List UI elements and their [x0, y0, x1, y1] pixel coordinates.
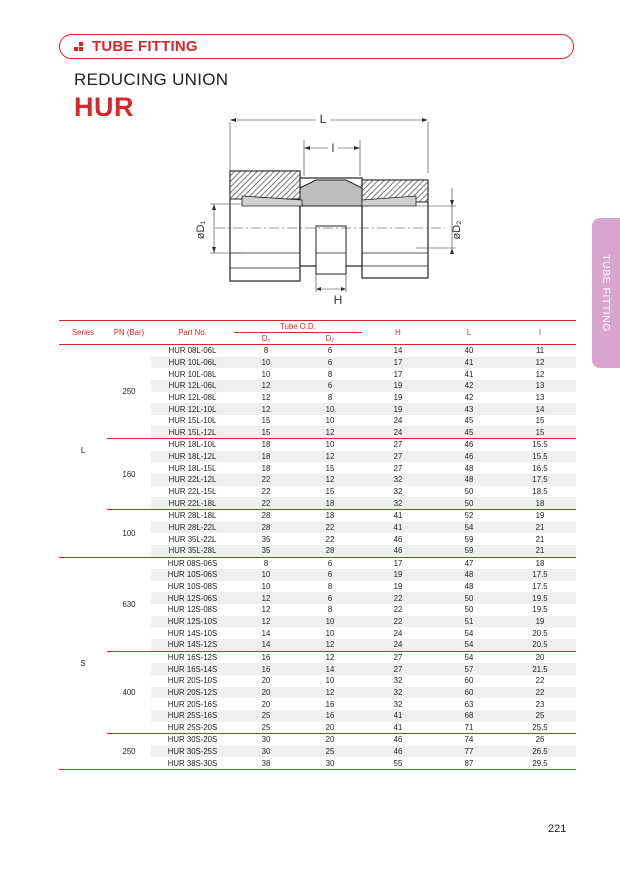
- l-cell: 17.5: [532, 582, 548, 592]
- d1-cell: 20: [261, 676, 271, 686]
- h-cell: 46: [362, 545, 434, 557]
- dim-L-label: L: [319, 112, 327, 126]
- l-cell: 26: [504, 734, 576, 746]
- header-L: L: [466, 328, 472, 337]
- h-cell: 17: [393, 369, 403, 379]
- part-no-cell: HUR 15L-12L: [151, 426, 234, 438]
- part-no-cell: HUR 12L-08L: [168, 392, 217, 402]
- h-cell: 17: [362, 357, 434, 369]
- h-cell: 46: [362, 746, 434, 758]
- table-body: [59, 345, 576, 770]
- l-cell: 19.5: [532, 605, 548, 615]
- h-cell: 46: [362, 734, 434, 746]
- L-cell: 47: [434, 557, 504, 569]
- pn-cell: 100: [107, 509, 151, 557]
- h-cell: 27: [362, 451, 434, 463]
- d2-cell: 6: [298, 380, 362, 392]
- part-no-cell: HUR 22L-18L: [151, 497, 234, 509]
- table-row: [59, 345, 576, 357]
- d2-cell: 10: [325, 676, 335, 686]
- l-cell: 20.5: [532, 628, 548, 638]
- part-no-cell: HUR 22L-15L: [168, 487, 217, 496]
- l-cell: 17.5: [504, 474, 576, 486]
- L-cell: 40: [464, 346, 474, 356]
- series-cell: L: [59, 345, 107, 558]
- l-cell: 14: [504, 403, 576, 415]
- d1-cell: 12: [261, 392, 271, 402]
- d2-cell: 28: [298, 545, 362, 557]
- d1-cell: 38: [234, 757, 298, 769]
- L-cell: 48: [434, 474, 504, 486]
- d2-cell: 12: [298, 639, 362, 651]
- d1-cell: 14: [261, 628, 271, 638]
- d2-cell: 15: [325, 463, 335, 473]
- L-cell: 42: [434, 380, 504, 392]
- l-cell: 15.5: [504, 451, 576, 463]
- l-cell: 22: [535, 676, 545, 686]
- d2-cell: 6: [298, 592, 362, 604]
- L-cell: 63: [464, 699, 474, 709]
- L-cell: 87: [434, 757, 504, 769]
- table-row: [59, 439, 576, 451]
- L-cell: 54: [434, 651, 504, 663]
- d2-cell: 10: [325, 416, 335, 426]
- part-no-cell: HUR 10S-06S: [151, 569, 234, 581]
- part-no-cell: HUR 28L-22L: [151, 522, 234, 534]
- h-cell: 19: [362, 380, 434, 392]
- l-cell: 26.5: [504, 746, 576, 758]
- L-cell: 50: [464, 487, 474, 496]
- d1-cell: 10: [234, 357, 298, 369]
- d1-cell: 10: [234, 569, 298, 581]
- section-title: TUBE FITTING: [92, 38, 198, 55]
- d1-cell: 12: [234, 592, 298, 604]
- l-cell: 16.5: [532, 463, 548, 473]
- part-no-cell: HUR 12S-10S: [151, 616, 234, 628]
- table-row: [59, 734, 576, 746]
- h-cell: 27: [362, 651, 434, 663]
- h-cell: 27: [362, 439, 434, 451]
- h-cell: 41: [362, 522, 434, 534]
- d1-cell: 25: [261, 722, 271, 732]
- d1-cell: 28: [234, 509, 298, 521]
- d2-cell: 25: [298, 746, 362, 758]
- l-cell: 19: [504, 616, 576, 628]
- d2-cell: 16: [298, 710, 362, 722]
- d2-cell: 30: [298, 757, 362, 769]
- d2-cell: 10: [298, 403, 362, 415]
- part-no-cell: HUR 12L-06L: [151, 380, 234, 392]
- d1-cell: 22: [234, 497, 298, 509]
- series-cell: S: [59, 557, 107, 770]
- l-cell: 19: [504, 509, 576, 521]
- d1-cell: 10: [261, 369, 271, 379]
- d1-cell: 30: [234, 734, 298, 746]
- l-cell: 18: [504, 557, 576, 569]
- l-cell: 13: [535, 392, 545, 402]
- l-cell: 21: [504, 545, 576, 557]
- part-no-cell: HUR 20S-10S: [167, 676, 218, 686]
- header-d1: D₁: [234, 333, 298, 345]
- d1-cell: 16: [234, 651, 298, 663]
- d2-cell: 10: [298, 616, 362, 628]
- d1-cell: 14: [234, 639, 298, 651]
- d1-cell: 18: [261, 463, 271, 473]
- h-cell: 27: [393, 463, 403, 473]
- part-no-cell: HUR 10L-06L: [151, 357, 234, 369]
- d2-cell: 6: [327, 346, 333, 356]
- L-cell: 48: [434, 569, 504, 581]
- part-no-cell: HUR 15L-10L: [168, 416, 217, 426]
- h-cell: 17: [362, 557, 434, 569]
- part-no-cell: HUR 08S-06S: [151, 557, 234, 569]
- section-banner: [59, 34, 574, 59]
- l-cell: 18: [504, 497, 576, 509]
- page-number: 221: [548, 823, 567, 835]
- L-cell: 54: [464, 628, 474, 638]
- l-cell: 20: [504, 651, 576, 663]
- d2-cell: 22: [298, 522, 362, 534]
- h-cell: 32: [393, 699, 403, 709]
- d1-cell: 35: [234, 545, 298, 557]
- d2-cell: 12: [298, 451, 362, 463]
- h-cell: 19: [362, 569, 434, 581]
- side-tab[interactable]: [592, 218, 620, 368]
- d2-cell: 14: [298, 663, 362, 675]
- d2-cell: 18: [298, 497, 362, 509]
- pn-cell: 160: [107, 439, 151, 510]
- h-cell: 41: [362, 509, 434, 521]
- h-cell: 24: [393, 628, 403, 638]
- pn-cell: 250: [107, 345, 151, 439]
- d1-cell: 12: [261, 605, 271, 615]
- d2-cell: 22: [325, 534, 335, 544]
- pn-cell: 630: [107, 557, 151, 651]
- squares-icon: [74, 42, 86, 52]
- h-cell: 46: [393, 534, 403, 544]
- d1-cell: 22: [234, 474, 298, 486]
- l-cell: 15: [504, 426, 576, 438]
- dim-D1-label: øD₁: [195, 220, 207, 240]
- d2-cell: 12: [298, 474, 362, 486]
- header-l: l: [539, 328, 541, 337]
- l-cell: 12: [504, 357, 576, 369]
- part-no-cell: HUR 14S-12S: [151, 639, 234, 651]
- d2-cell: 8: [327, 605, 333, 615]
- d1-cell: 18: [234, 451, 298, 463]
- d1-cell: 12: [234, 616, 298, 628]
- header-h: H: [395, 328, 401, 337]
- h-cell: 24: [362, 639, 434, 651]
- d1-cell: 18: [234, 439, 298, 451]
- d1-cell: 15: [261, 416, 271, 426]
- h-cell: 24: [362, 426, 434, 438]
- l-cell: 23: [535, 699, 545, 709]
- table-row: [59, 651, 576, 663]
- part-no-cell: HUR 20S-16S: [167, 699, 218, 709]
- L-cell: 50: [434, 592, 504, 604]
- part-no-cell: HUR 30S-25S: [151, 746, 234, 758]
- d1-cell: 25: [234, 710, 298, 722]
- part-no-cell: HUR 35L-22L: [168, 534, 217, 544]
- L-cell: 45: [434, 426, 504, 438]
- part-no-cell: HUR 30S-20S: [151, 734, 234, 746]
- L-cell: 57: [434, 663, 504, 675]
- dimension-table: [59, 320, 576, 770]
- d2-cell: 12: [298, 687, 362, 699]
- d2-cell: 12: [298, 651, 362, 663]
- d1-cell: 16: [234, 663, 298, 675]
- part-no-cell: HUR 10S-08S: [167, 582, 218, 592]
- h-cell: 22: [362, 592, 434, 604]
- part-no-cell: HUR 12L-10L: [151, 403, 234, 415]
- h-cell: 32: [362, 497, 434, 509]
- L-cell: 42: [464, 392, 474, 402]
- pn-cell: 400: [107, 651, 151, 733]
- L-cell: 50: [434, 497, 504, 509]
- l-cell: 25.5: [532, 722, 548, 732]
- L-cell: 59: [464, 534, 474, 544]
- L-cell: 59: [434, 545, 504, 557]
- d1-cell: 12: [234, 380, 298, 392]
- L-cell: 48: [464, 463, 474, 473]
- d2-cell: 10: [298, 439, 362, 451]
- L-cell: 71: [464, 722, 474, 732]
- d1-cell: 10: [261, 582, 271, 592]
- part-no-cell: HUR 20S-12S: [151, 687, 234, 699]
- part-no-cell: HUR 12S-08S: [167, 605, 218, 615]
- l-cell: 29.5: [504, 757, 576, 769]
- dim-H-label: H: [333, 293, 343, 307]
- l-cell: 15: [535, 416, 545, 426]
- L-cell: 45: [464, 416, 474, 426]
- l-cell: 18.5: [532, 487, 548, 496]
- h-cell: 19: [393, 392, 403, 402]
- l-cell: 25: [504, 710, 576, 722]
- header-d2: D₂: [298, 333, 362, 345]
- h-cell: 41: [362, 710, 434, 722]
- part-no-cell: HUR 18L-10L: [151, 439, 234, 451]
- d1-cell: 8: [263, 346, 269, 356]
- part-no-cell: HUR 38S-30S: [151, 757, 234, 769]
- L-cell: 60: [434, 687, 504, 699]
- d2-cell: 10: [325, 628, 335, 638]
- h-cell: 41: [393, 722, 403, 732]
- h-cell: 32: [362, 474, 434, 486]
- part-no-cell: HUR 25S-16S: [151, 710, 234, 722]
- product-subtitle: REDUCING UNION: [74, 70, 229, 89]
- dim-D2-label: øD₂: [451, 220, 463, 240]
- d2-cell: 12: [298, 426, 362, 438]
- part-no-cell: HUR 16S-12S: [151, 651, 234, 663]
- dim-l-label: l: [331, 141, 335, 155]
- pn-cell: 250: [107, 734, 151, 770]
- d1-cell: 30: [234, 746, 298, 758]
- part-no-cell: HUR 14S-10S: [167, 628, 218, 638]
- l-cell: 13: [504, 380, 576, 392]
- d2-cell: 16: [325, 699, 335, 709]
- h-cell: 32: [393, 676, 403, 686]
- table-row: [59, 557, 576, 569]
- product-model: HUR: [74, 92, 134, 122]
- reducing-union-drawing: [190, 108, 470, 308]
- d1-cell: 8: [234, 557, 298, 569]
- d2-cell: 20: [325, 722, 335, 732]
- l-cell: 11: [535, 346, 545, 356]
- d1-cell: 22: [261, 487, 271, 496]
- l-cell: 19.5: [504, 592, 576, 604]
- L-cell: 54: [434, 522, 504, 534]
- part-no-cell: HUR 35L-28L: [151, 545, 234, 557]
- l-cell: 22: [504, 687, 576, 699]
- d2-cell: 18: [298, 509, 362, 521]
- d2-cell: 8: [327, 392, 333, 402]
- d1-cell: 15: [234, 426, 298, 438]
- d1-cell: 20: [234, 687, 298, 699]
- l-cell: 15.5: [504, 439, 576, 451]
- d1-cell: 20: [261, 699, 271, 709]
- L-cell: 77: [434, 746, 504, 758]
- l-cell: 17.5: [504, 569, 576, 581]
- part-no-cell: HUR 10L-08L: [168, 369, 217, 379]
- h-cell: 24: [393, 416, 403, 426]
- d1-cell: 28: [234, 522, 298, 534]
- L-cell: 51: [434, 616, 504, 628]
- L-cell: 60: [464, 676, 474, 686]
- h-cell: 19: [362, 403, 434, 415]
- part-no-cell: HUR 18L-12L: [151, 451, 234, 463]
- h-cell: 32: [393, 487, 403, 496]
- part-no-cell: HUR 25S-20S: [167, 722, 218, 732]
- L-cell: 48: [464, 582, 474, 592]
- l-cell: 21: [504, 522, 576, 534]
- side-tab-label: TUBE FITTING: [600, 254, 612, 332]
- d2-cell: 6: [298, 357, 362, 369]
- h-cell: 19: [393, 582, 403, 592]
- d2-cell: 8: [327, 582, 333, 592]
- l-cell: 20.5: [504, 639, 576, 651]
- part-no-cell: HUR 08L-06L: [168, 346, 217, 356]
- L-cell: 43: [434, 403, 504, 415]
- L-cell: 46: [434, 451, 504, 463]
- d1-cell: 12: [234, 403, 298, 415]
- part-no-cell: HUR 16S-14S: [151, 663, 234, 675]
- L-cell: 52: [434, 509, 504, 521]
- header-series: Series: [71, 328, 95, 337]
- L-cell: 46: [434, 439, 504, 451]
- h-cell: 27: [362, 663, 434, 675]
- d2-cell: 15: [325, 487, 335, 496]
- d2-cell: 8: [327, 369, 333, 379]
- h-cell: 22: [362, 616, 434, 628]
- L-cell: 54: [434, 639, 504, 651]
- table-row: [59, 509, 576, 521]
- L-cell: 74: [434, 734, 504, 746]
- l-cell: 21.5: [504, 663, 576, 675]
- l-cell: 21: [535, 534, 545, 544]
- d2-cell: 6: [298, 569, 362, 581]
- d2-cell: 6: [298, 557, 362, 569]
- l-cell: 12: [535, 369, 545, 379]
- part-no-cell: HUR 18L-15L: [168, 463, 217, 473]
- part-no-cell: HUR 28L-18L: [151, 509, 234, 521]
- h-cell: 14: [393, 346, 403, 356]
- d1-cell: 35: [261, 534, 271, 544]
- h-cell: 55: [362, 757, 434, 769]
- L-cell: 41: [434, 357, 504, 369]
- header-part: Part No.: [178, 328, 207, 337]
- part-no-cell: HUR 22L-12L: [151, 474, 234, 486]
- L-cell: 68: [434, 710, 504, 722]
- header-pn: PN (Bar): [113, 328, 145, 337]
- d2-cell: 20: [298, 734, 362, 746]
- L-cell: 50: [464, 605, 474, 615]
- L-cell: 41: [464, 369, 474, 379]
- h-cell: 32: [362, 687, 434, 699]
- header-tube-od: Tube O.D.: [280, 322, 316, 331]
- h-cell: 22: [393, 605, 403, 615]
- part-no-cell: HUR 12S-06S: [151, 592, 234, 604]
